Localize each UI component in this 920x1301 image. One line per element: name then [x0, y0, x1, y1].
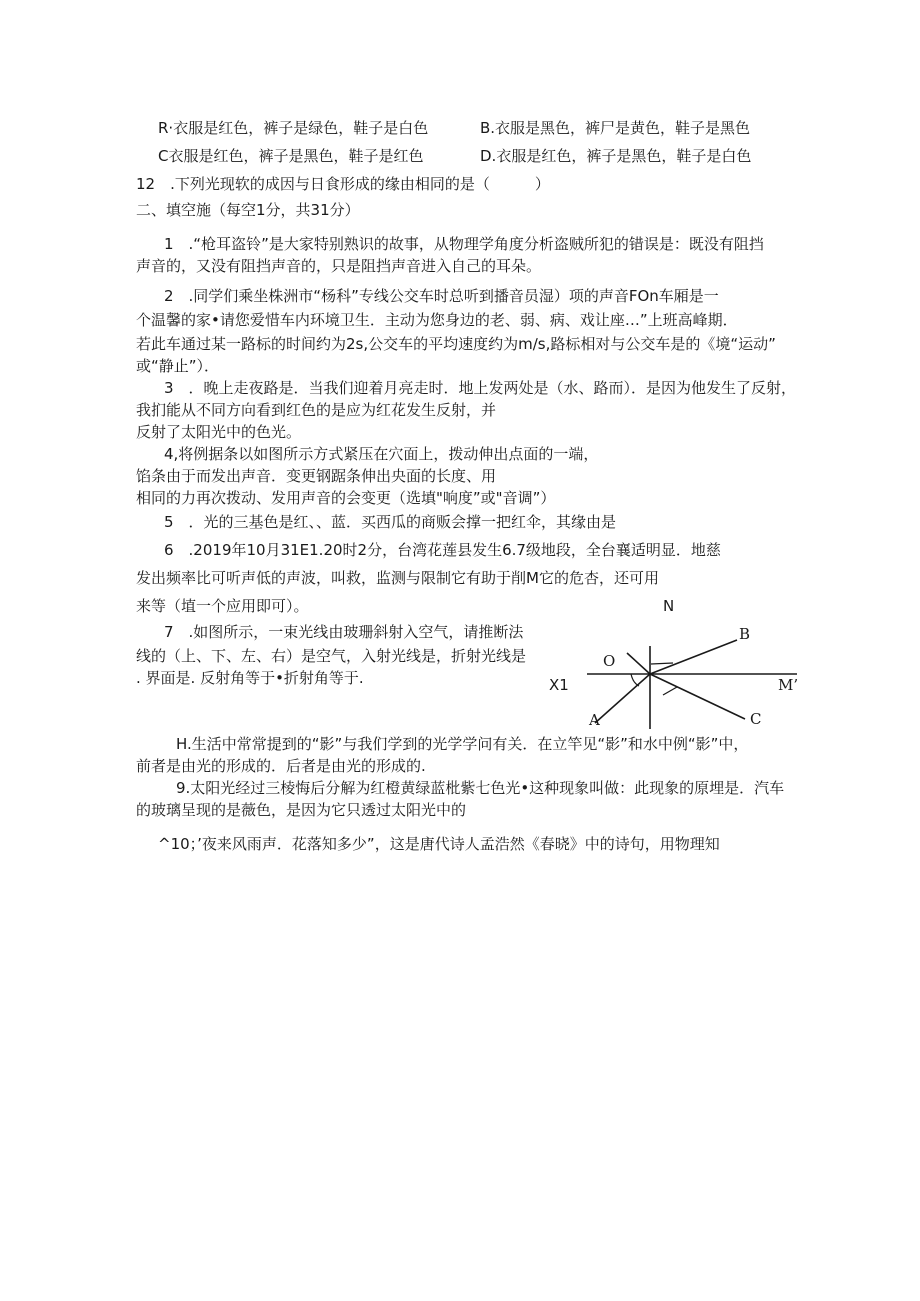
label-c: C — [750, 710, 762, 728]
section-heading: 二、填空施（每空1分，共31分） — [136, 201, 360, 219]
ray-oa — [595, 674, 650, 723]
q3-line-1: 3 ．晚上走夜路是．当我们迎着月亮走时．地上发两处是（水、路而）．是因为他发生了反射， — [164, 379, 797, 397]
option-a: R·衣服是红色，裤子是绿色，鞋子是白色 — [158, 119, 429, 137]
label-o: O — [603, 652, 616, 670]
q3-line-2: 我扪能从不同方向看到红色的是应为红花发生反射，并 — [136, 401, 497, 419]
label-a: A — [589, 711, 600, 729]
label-x1: X1 — [549, 676, 569, 694]
label-b: B — [739, 625, 751, 643]
q6-line-3: 来等（埴一个应用即可）。 — [136, 597, 309, 615]
q1-line-1: 1 .“枪耳盗铃”是大家特别熟识的故事，从物理学角度分析盗贼所犯的错误是：既没有阻挡 — [164, 235, 764, 253]
q2-line-4: 或“静止”）． — [136, 357, 220, 375]
refraction-diagram — [545, 595, 810, 730]
q7-line-1: 7 .如图所示，一束光线由玻珊斜射入空气，请推断法 — [164, 623, 524, 641]
question-12: 12 .下列光现软的成因与日食形成的缘由相同的是（ ） — [136, 175, 550, 193]
q4-line-2: 馅条由于而发出声音．变更钢踞条伸出央面的长度、用 — [136, 467, 497, 485]
ray-o-upper-left — [627, 653, 650, 674]
q9-line-1: 9.太阳光经过三棱悔后分解为红橙黄绿蓝枇紫七色光•这种现象叫做：此现象的原埋是．汽车 — [176, 779, 785, 797]
q7-line-2: 线的（上、下、左、右）是空气，入射光线是，折射光线是 — [136, 647, 527, 665]
option-d: D.衣服是红色，裤子是黑色，鞋子是白色 — [480, 147, 752, 165]
q6-line-1: 6 .2019年10月31E1.20时2分，台湾花莲县发生6.7级地段，全台襄适明显．地慈 — [164, 541, 721, 559]
q1-line-2: 声音的，又没有阻挡声音的，只是阻挡声音进入自己的耳朵。 — [136, 257, 542, 275]
option-b: B.衣服是黑色，裤尸是黄色，鞋子是黑色 — [480, 119, 751, 137]
q5-line: 5 ．光的三基色是红、、蓝．买西瓜的商贩会撑一把红伞，其缘由是 — [164, 513, 617, 531]
q4-line-1: 4,将例据条以如图所示方式紧压在穴面上，拨动伸出点面的一端， — [164, 445, 599, 463]
q2-line-2: 个温馨的家•请您爱惜车内环境卫生．主动为您身边的老、弱、病、戏让座…”上班高峰期． — [136, 311, 738, 329]
q6-line-2: 发出频率比可听声低的声波，叫救，监测与限制它有助于削M它的危杏，还可用 — [136, 569, 659, 587]
q9-line-2: 的玻璃呈现的是薇色，是因为它只透过太阳光中的 — [136, 801, 467, 819]
q2-line-3: 若此车通过某一路标的时间约为2s,公交车的平均速度约为m∕s,路标相对与公交车是的《境“运动” — [136, 335, 776, 353]
ray-oc — [650, 674, 745, 719]
option-c: C衣服是红色，裤子是黑色，鞋子是红色 — [158, 147, 424, 165]
q10-line: ^10；’夜来风雨声．花落知多少”，这是唐代诗人孟浩然《春晓》中的诗句，用物理知 — [158, 835, 720, 853]
q4-line-3: 相同的力再次拨动、发用声音的会变更（选填"响度”或"音调”） — [136, 489, 556, 507]
label-m: M’ — [778, 676, 799, 694]
angle-arc-top — [651, 663, 673, 664]
q7-line-3: . 界面是. 反射角等于•折射角等于. — [136, 669, 364, 687]
angle-arc-right — [663, 687, 677, 695]
q8-line-2: 前者是由光的形成的．后者是由光的形成的. — [136, 757, 426, 775]
label-n: N — [663, 597, 675, 615]
q2-line-1: 2 .同学们乘坐株洲市“杨科”专线公交车时总听到播音员湿）项的声音FOn车厢是一 — [164, 287, 719, 305]
ray-ob — [650, 640, 737, 674]
q3-line-3: 反射了太阳光中的色光。 — [136, 423, 302, 441]
q8-line-1: H.生活中常常提到的“影”与我们学到的光学学问有关．在立竿见“影”和水中例“影”中， — [176, 735, 749, 753]
